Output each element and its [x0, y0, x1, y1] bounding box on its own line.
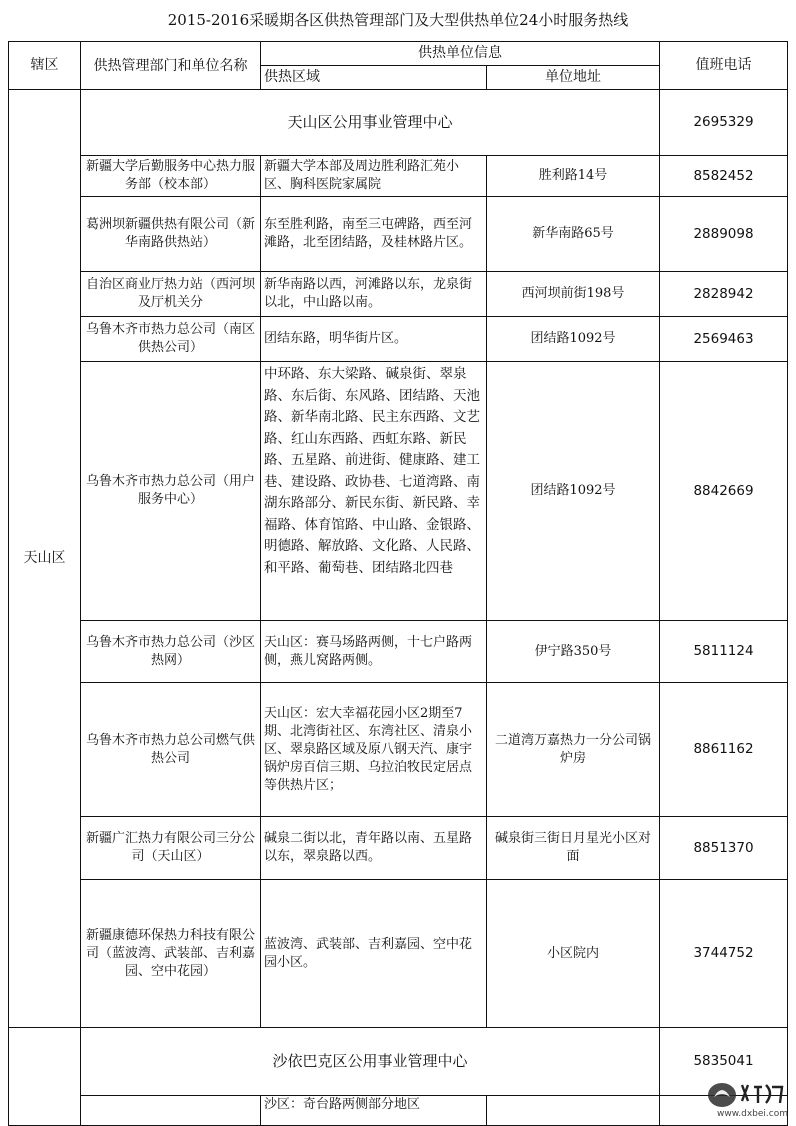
tianshan-center-name: 天山区公用事业管理中心: [81, 90, 660, 156]
unit-address: 团结路1092号: [487, 362, 660, 621]
duty-phone: 2889098: [660, 197, 788, 272]
duty-phone: 8842669: [660, 362, 788, 621]
unit-address: 胜利路14号: [487, 156, 660, 197]
unit-address: 小区院内: [487, 880, 660, 1028]
unit-address: [487, 1096, 660, 1126]
table-row: [9, 817, 788, 880]
unit-name: 新疆大学后勤服务中心热力服务部（校本部）: [81, 156, 261, 197]
table-row: [9, 880, 788, 1028]
unit-name: 自治区商业厅热力站（西河坝及厅机关分: [81, 272, 261, 317]
unit-name: 乌鲁木齐市热力总公司（南区供热公司）: [81, 317, 261, 362]
heating-area: 蓝波湾、武装部、吉利嘉园、空中花园小区。: [261, 880, 487, 1028]
heating-area: 新疆大学本部及周边胜利路汇苑小区、胸科医院家属院: [261, 156, 487, 197]
duty-phone: 8582452: [660, 156, 788, 197]
unit-name: 乌鲁木齐市热力总公司（用户服务中心）: [81, 362, 261, 621]
table-row: [9, 197, 788, 272]
header-district: 辖区: [9, 42, 81, 90]
unit-address: 碱泉街三街日月星光小区对面: [487, 817, 660, 880]
duty-phone: 2569463: [660, 317, 788, 362]
heating-area: 天山区：宏大幸福花园小区2期至7期、北湾街社区、东湾社区、清泉小区、翠泉路区域及原八钢天汽、康宇锅炉房百信三期、乌拉泊牧民定居点等供热片区；: [261, 683, 487, 817]
table-row: [9, 362, 788, 621]
watermark-url: www.dxbei.com: [717, 1109, 788, 1119]
heating-area: 新华南路以西，河滩路以东，龙泉街以北，中山路以南。: [261, 272, 487, 317]
table-row: [9, 683, 788, 817]
heating-area: 中环路、东大梁路、碱泉街、翠泉路、东后街、东风路、团结路、天池路、新华南北路、民主东西路、文艺路、红山东西路、西虹东路、新民路、五星路、前进街、健康路、建工巷、建设路、政协巷、七道湾路、南湖东路部分、新民东街、新民路、幸福路、体育馆路、中山路、金银路、明德路、解放路、文化路、人民路、和平路、葡萄巷、团结路北四巷: [264, 366, 480, 576]
unit-name: 乌鲁木齐市热力总公司（沙区热网）: [81, 621, 261, 683]
table-row: [9, 1096, 788, 1126]
duty-phone: 5811124: [660, 621, 788, 683]
unit-address: 团结路1092号: [487, 317, 660, 362]
unit-address: 二道湾万嘉热力一分公司锅炉房: [487, 683, 660, 817]
unit-name: 乌鲁木齐市热力总公司燃气供热公司: [81, 683, 261, 817]
header-info: 供热单位信息: [261, 42, 660, 66]
shayibake-center-phone: 5835041: [660, 1028, 788, 1096]
duty-phone: 3744752: [660, 880, 788, 1028]
heating-area: 团结东路，明华街片区。: [261, 317, 487, 362]
heating-area: 碱泉二街以北，青年路以南、五星路以东，翠泉路以西。: [261, 817, 487, 880]
hotline-table: [8, 41, 788, 1126]
header-unit-name: 供热管理部门和单位名称: [81, 42, 261, 90]
table-row: [9, 621, 788, 683]
unit-name: 新疆康德环保热力科技有限公司（蓝波湾、武装部、吉利嘉园、空中花园）: [81, 880, 261, 1028]
unit-name: [81, 1096, 261, 1126]
shayibake-center-name: 沙依巴克区公用事业管理中心: [81, 1028, 660, 1096]
table-row: [9, 272, 788, 317]
tianshan-center-phone: 2695329: [660, 90, 788, 156]
unit-name: 新疆广汇热力有限公司三分公司（天山区）: [81, 817, 261, 880]
unit-address: 伊宁路350号: [487, 621, 660, 683]
duty-phone: 8851370: [660, 817, 788, 880]
duty-phone: 8861162: [660, 683, 788, 817]
unit-address: 新华南路65号: [487, 197, 660, 272]
heating-area: 东至胜利路，南至三屯碑路，西至河滩路，北至团结路，及桂林路片区。: [261, 197, 487, 272]
district-shayibake: [9, 1028, 81, 1126]
district-tianshan: 天山区: [9, 90, 81, 1028]
header-address: 单位地址: [487, 66, 660, 90]
duty-phone: 2828942: [660, 272, 788, 317]
header-area: 供热区域: [261, 66, 487, 90]
heating-area: 天山区：赛马场路两侧，十七户路两侧，燕儿窝路两侧。: [261, 621, 487, 683]
header-phone: 值班电话: [660, 42, 788, 90]
heating-area: 沙区：奇台路两侧部分地区: [261, 1096, 487, 1126]
unit-name: 葛洲坝新疆供热有限公司（新华南路供热站）: [81, 197, 261, 272]
unit-address: 西河坝前街198号: [487, 272, 660, 317]
table-row: [9, 317, 788, 362]
page-title: 2015-2016采暖期各区供热管理部门及大型供热单位24小时服务热线: [167, 11, 629, 29]
heating-area-cell: [261, 362, 487, 621]
table-row: [9, 156, 788, 197]
